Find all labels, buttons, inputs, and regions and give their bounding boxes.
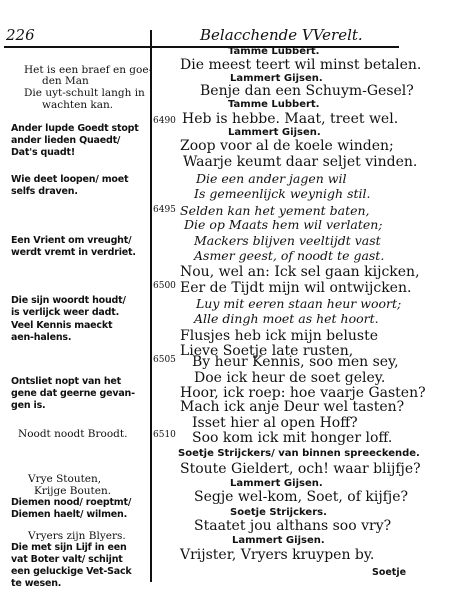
margin-note: Ander lupde Goedt stopt — [11, 123, 139, 134]
margin-note: vat Boter valt/ schijnt — [11, 554, 123, 565]
margin-note: Het is een braef en goe- — [24, 64, 153, 76]
speaker-name: Soetje Strijckers/ van binnen spreeckende. — [178, 448, 420, 459]
margin-note: een geluckige Vet-Sack — [11, 566, 132, 577]
verse-line: Flusjes heb ick mijn beluste — [180, 328, 379, 344]
margin-note: Veel Kennis maeckt — [11, 320, 113, 331]
verse-line-italic: Asmer geest, of noodt te gast. — [194, 248, 385, 263]
margin-note: werdt vremt in verdriet. — [11, 247, 136, 258]
margin-note: is verlijck weer dadt. — [11, 307, 119, 318]
verse-line: Hoor, ick roep: hoe vaarje Gasten? — [180, 385, 426, 401]
margin-note: Wie deet loopen/ moet — [11, 174, 129, 185]
catchword: Soetje — [372, 567, 407, 578]
margin-note: Vrye Stouten, — [28, 473, 102, 485]
speaker-name: Lammert Gijsen. — [232, 535, 325, 546]
margin-note: Een Vrient om vreught/ — [11, 235, 132, 246]
speaker-name: Tamme Lubbert. — [228, 46, 320, 57]
margin-note: Vryers zijn Blyers. — [28, 530, 126, 542]
speaker-name: Soetje Strijckers. — [230, 507, 327, 518]
verse-line: Isset hier al open Hoff? — [192, 415, 358, 431]
verse-line-italic: Selden kan het yement baten, — [180, 203, 370, 218]
margin-note: Die met sijn Lijf in een — [11, 542, 127, 553]
verse-line-italic: Luy mit eeren staan heur woort; — [196, 296, 402, 311]
verse-line-italic: Die op Maats hem wil verlaten; — [184, 217, 383, 232]
verse-line: Zoop voor al de koele winden; — [180, 138, 394, 154]
margin-note: te wesen. — [11, 578, 62, 589]
margin-note: Dat's quadt! — [11, 147, 75, 158]
verse-line-italic: Is gemeenlijck weynigh stil. — [194, 186, 371, 201]
line-number: 6500 — [153, 281, 176, 291]
verse-line: Heb is hebbe. Maat, treet wel. — [182, 111, 399, 127]
verse-line: Eer de Tijdt mijn wil ontwijcken. — [180, 280, 412, 296]
verse-line: Stoute Gieldert, och! waar blijfje? — [180, 461, 421, 477]
verse-line: Segje wel-kom, Soet, of kijfje? — [194, 489, 408, 505]
verse-line: Mach ick anje Deur wel tasten? — [180, 399, 405, 415]
verse-line: Staatet jou althans soo vry? — [194, 518, 392, 534]
verse-line: Soo kom ick mit honger loff. — [192, 430, 393, 446]
verse-line-italic: Alle dingh moet as het hoort. — [194, 311, 379, 326]
line-number: 6510 — [153, 430, 176, 440]
margin-note: den Man — [42, 75, 89, 87]
margin-note: wachten kan. — [42, 99, 114, 111]
line-number: 6490 — [153, 116, 176, 126]
margin-rule — [150, 30, 152, 582]
margin-note: selfs draven. — [11, 186, 78, 197]
speaker-name: Tamme Lubbert. — [228, 99, 320, 110]
verse-line: Nou, wel an: Ick sel gaan kijcken, — [180, 264, 420, 280]
verse-line: Lieve Soetje late rusten, — [180, 343, 354, 359]
margin-note: Krijge Bouten. — [34, 485, 112, 497]
verse-line: Waarje keumt daar seljet vinden. — [183, 154, 418, 170]
verse-line: Doe ick heur de soet geley. — [194, 370, 386, 386]
margin-note: Diemen nood/ roeptmt/ — [11, 497, 132, 508]
verse-line: Vrijster, Vryers kruypen by. — [180, 547, 375, 563]
verse-line: By heur Kennis, soo men sey, — [192, 354, 399, 370]
margin-note: Die sijn woordt houdt/ — [11, 295, 126, 306]
margin-note: ander lieden Quaedt/ — [11, 135, 121, 146]
margin-note: gen is. — [11, 400, 46, 411]
header-rule — [4, 46, 399, 48]
verse-line: Die meest teert wil minst betalen. — [180, 57, 422, 73]
line-number: 6505 — [153, 355, 176, 365]
margin-note: Die uyt-schult langh in — [24, 87, 145, 99]
margin-note: gene dat geerne gevan- — [11, 388, 135, 399]
line-number: 6495 — [153, 205, 176, 215]
margin-note: Noodt noodt Broodt. — [18, 428, 128, 440]
margin-note: aen-halens. — [11, 332, 72, 343]
page-number: 226 — [6, 26, 35, 44]
speaker-name: Lammert Gijsen. — [228, 127, 321, 138]
speaker-name: Lammert Gijsen. — [230, 73, 323, 84]
verse-line-italic: Die een ander jagen wil — [196, 171, 347, 186]
verse-line-italic: Mackers blijven veeltijdt vast — [194, 233, 381, 248]
verse-line: Benje dan een Schuym-Gesel? — [200, 83, 414, 99]
margin-note: Ontsliet nopt van het — [11, 376, 121, 387]
margin-note: Diemen haelt/ wilmen. — [11, 509, 127, 520]
speaker-name: Lammert Gijsen. — [230, 478, 323, 489]
running-title: Belacchende VVerelt. — [200, 26, 363, 44]
